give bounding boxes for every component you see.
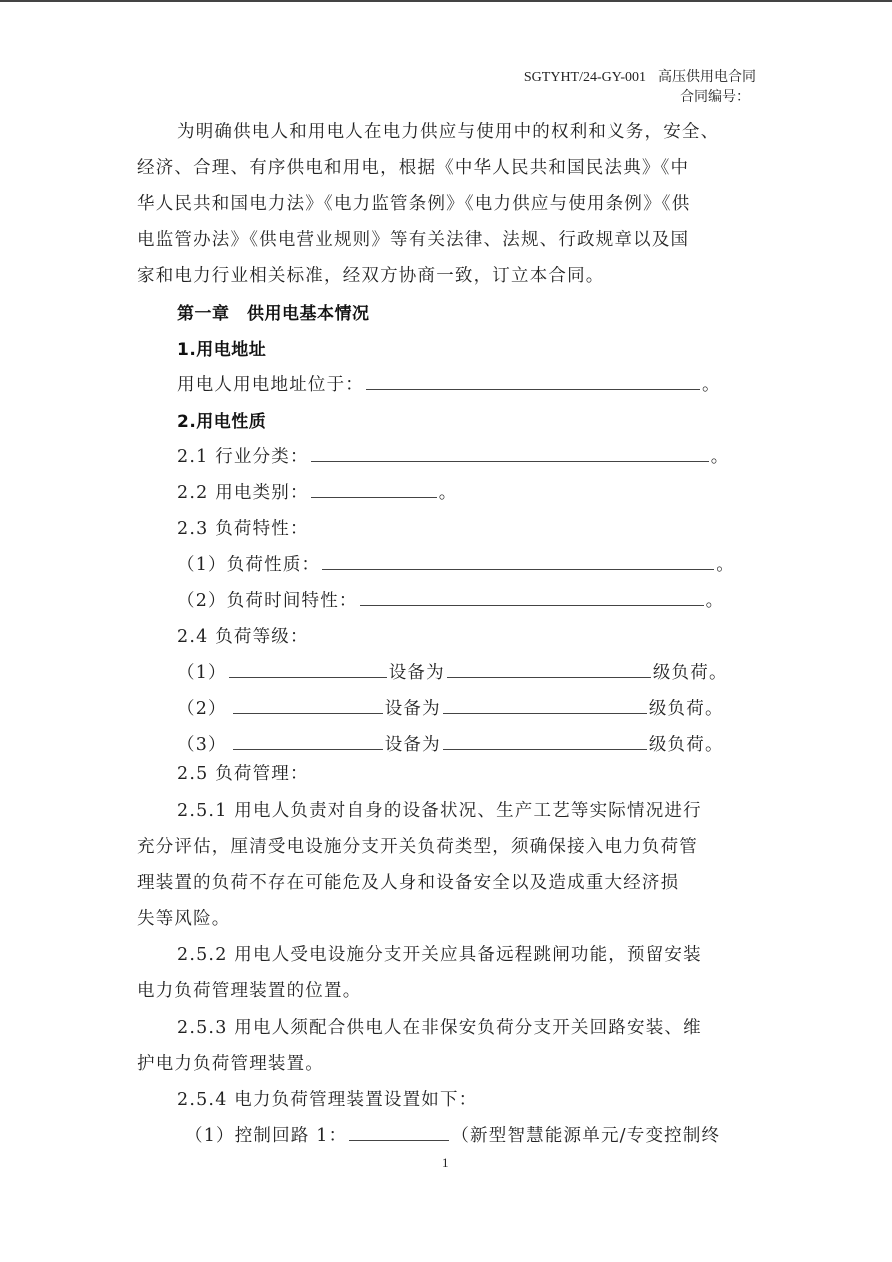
row-prefix: （3） — [177, 735, 227, 755]
load-nature-blank[interactable] — [322, 551, 714, 570]
category-row — [177, 479, 457, 504]
preamble-line: 为明确供电人和用电人在电力供应与使用中的权利和义务，安全、 — [177, 122, 720, 142]
grade-blank[interactable] — [443, 695, 647, 714]
period: 。 — [705, 591, 725, 611]
industry-label: 2.1 行业分类： — [177, 447, 309, 467]
clause-line: 护电力负荷管理装置。 — [137, 1054, 324, 1074]
clause-line: 2.5.3 用电人须配合供电人在非保安负荷分支开关回路安装、维 — [177, 1018, 702, 1038]
control-circuit-label: （1）控制回路 1： — [185, 1126, 348, 1146]
load-time-label: （2）负荷时间特性： — [177, 591, 358, 611]
load-nature-row — [177, 551, 735, 576]
period: 。 — [710, 447, 730, 467]
running-header — [524, 66, 756, 86]
load-grade-row — [177, 695, 724, 720]
load-characteristics-label: 2.3 负荷特性： — [177, 519, 309, 539]
industry-row — [177, 443, 729, 468]
clause-line: 2.5.4 电力负荷管理装置设置如下： — [177, 1090, 478, 1110]
row-middle: 设备为 — [384, 735, 441, 755]
row-suffix: 级负荷。 — [648, 735, 724, 755]
section-title: 1.用电地址 — [177, 340, 267, 360]
load-grade-label: 2.4 负荷等级： — [177, 627, 309, 647]
preamble-line: 家和电力行业相关标准，经双方协商一致，订立本合同。 — [137, 266, 605, 286]
period: 。 — [438, 483, 458, 503]
load-time-row — [177, 587, 724, 612]
industry-blank[interactable] — [311, 443, 709, 462]
doc-code: SGTYHT/24-GY-001 — [523, 70, 646, 85]
preamble-line: 电监管办法》《供电营业规则》等有关法律、法规、行政规章以及国 — [137, 230, 690, 250]
address-label: 用电人用电地址位于： — [177, 375, 364, 395]
row-suffix: 级负荷。 — [648, 699, 724, 719]
doc-title: 高压供用电合同 — [658, 70, 756, 85]
category-blank[interactable] — [311, 479, 437, 498]
address-blank[interactable] — [366, 371, 700, 390]
top-border — [0, 0, 892, 2]
clause-line: 失等风险。 — [137, 909, 231, 929]
control-circuit-blank[interactable] — [349, 1122, 449, 1141]
address-row — [177, 371, 721, 396]
period: 。 — [702, 375, 721, 395]
grade-blank[interactable] — [447, 659, 651, 678]
load-management-label: 2.5 负荷管理： — [177, 764, 309, 784]
row-suffix: 级负荷。 — [652, 663, 728, 683]
row-middle: 设备为 — [384, 699, 441, 719]
load-time-blank[interactable] — [360, 587, 704, 606]
period: 。 — [716, 555, 735, 575]
contract-number-label: 合同编号： — [680, 90, 750, 105]
category-label: 2.2 用电类别： — [177, 483, 309, 503]
row-prefix: （2） — [177, 699, 227, 719]
clause-line: 2.5.2 用电人受电设施分支开关应具备远程跳闸功能，预留安装 — [177, 945, 702, 965]
grade-blank[interactable] — [443, 731, 647, 750]
control-circuit-note: （新型智慧能源单元/专变控制终 — [451, 1126, 721, 1146]
clause-line: 2.5.1 用电人负责对自身的设备状况、生产工艺等实际情况进行 — [177, 801, 702, 821]
preamble-line: 经济、合理、有序供电和用电，根据《中华人民共和国民法典》《中 — [137, 158, 690, 178]
preamble-line: 华人民共和国电力法》《电力监管条例》《电力供应与使用条例》《供 — [137, 194, 691, 214]
row-prefix: （1） — [177, 663, 227, 683]
page-number: 1 — [442, 1155, 449, 1170]
row-middle: 设备为 — [388, 663, 445, 683]
clause-line: 电力负荷管理装置的位置。 — [137, 981, 362, 1001]
equipment-blank[interactable] — [229, 659, 387, 678]
load-nature-label: （1）负荷性质： — [177, 555, 321, 575]
equipment-blank[interactable] — [233, 695, 383, 714]
control-circuit-row — [185, 1122, 720, 1147]
section-title: 2.用电性质 — [177, 412, 267, 432]
load-grade-row — [177, 659, 728, 684]
chapter-title: 第一章 供用电基本情况 — [177, 304, 370, 324]
clause-line: 充分评估，厘清受电设施分支开关负荷类型，须确保接入电力负荷管 — [137, 837, 698, 857]
equipment-blank[interactable] — [233, 731, 383, 750]
load-grade-row — [177, 731, 724, 756]
clause-line: 理装置的负荷不存在可能危及人身和设备安全以及造成重大经济损 — [137, 873, 680, 893]
